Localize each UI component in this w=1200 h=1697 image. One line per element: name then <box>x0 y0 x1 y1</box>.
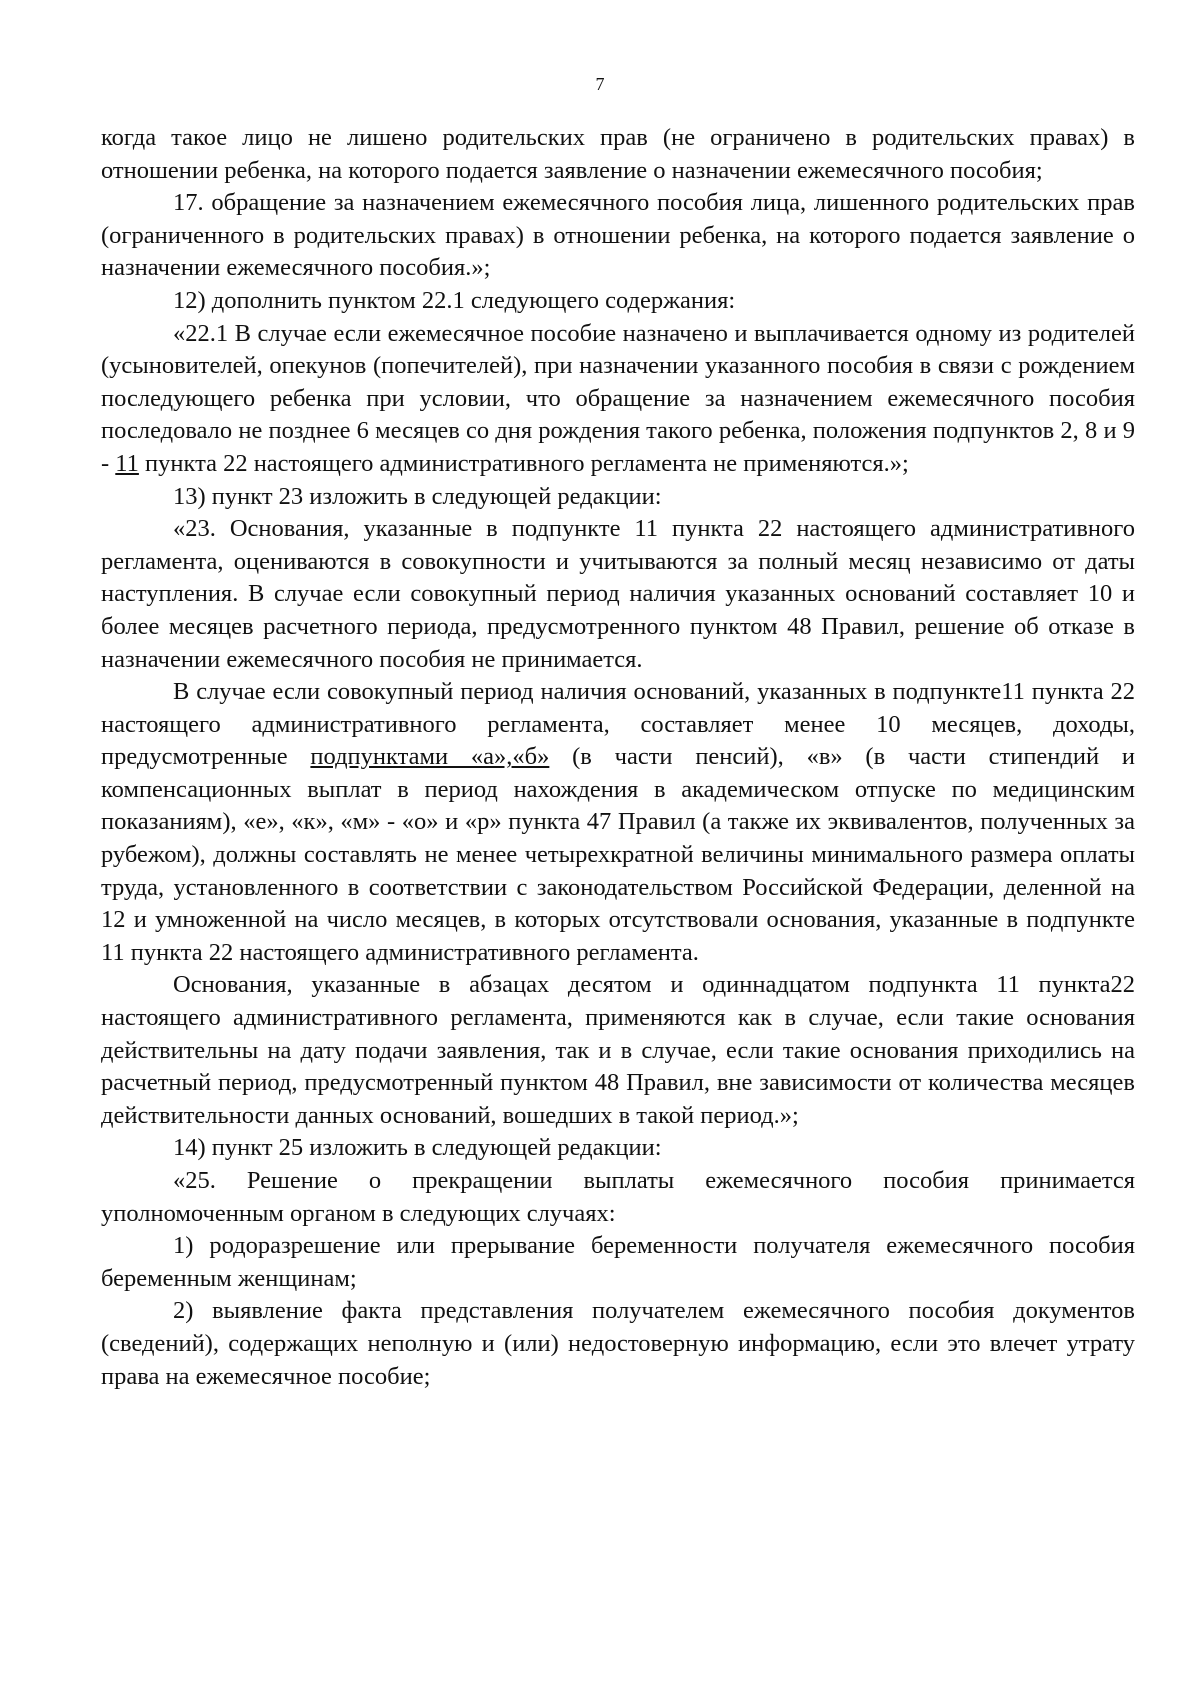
paragraph <box>101 676 1135 969</box>
paragraph <box>101 513 1135 676</box>
paragraph-text: 1) родоразрешение или прерывание беременности получателя ежемесячного пособия беременным женщинам; <box>101 1232 1135 1292</box>
paragraph <box>101 1230 1135 1295</box>
paragraph <box>101 122 1135 187</box>
paragraph-text: 12) дополнить пунктом 22.1 следующего содержания: <box>173 286 736 314</box>
paragraph-text: В случае если совокупный период наличия оснований, указанных в подпункте11 пункта 22 настоящего административного регламента, составляет менее 10 месяцев, доходы, предусмотренные <box>101 678 1135 771</box>
paragraph <box>101 318 1135 481</box>
underlined-reference: подпунктами «а»,«б» <box>310 743 550 771</box>
page-number: 7 <box>595 74 605 94</box>
paragraph <box>101 1165 1135 1230</box>
paragraph-text: 13) пункт 23 изложить в следующей редакции: <box>173 482 662 510</box>
paragraph-text: «25. Решение о прекращении выплаты ежемесячного пособия принимается уполномоченным органом в следующих случаях: <box>101 1167 1135 1227</box>
paragraph <box>101 1295 1135 1393</box>
paragraph-text: «22.1 В случае если ежемесячное пособие назначено и выплачивается одному из родителей (усыновителей, опекунов (попечителей), при назначении указанного пособия в связи с рождением последующего ребенка при условии, что обращение за назначением ежемесячного пособия последовало не позднее 6 месяцев со дня рождения такого ребенка, положения подпунктов 2, 8 и 9 - <box>101 319 1135 477</box>
underlined-reference: 11 <box>115 449 139 477</box>
paragraph-text: (в части пенсий), «в» (в части стипендий и компенсационных выплат в период нахождения в академическом отпуске по медицинским показаниям), «е», «к», «м» - «о» и «р» пункта 47 Правил (а также их эквивалентов, полученных за рубежом), должны составлять не менее четырехкратной величины минимального размера оплаты труда, установленного в соответствии с законодательством Российской Федерации, деленной на 12 и умноженной на число месяцев, в которых отсутствовали основания, указанные в подпункте 11 пункта 22 настоящего административного регламента. <box>101 743 1135 966</box>
paragraph <box>101 481 1135 514</box>
document-body <box>101 122 1135 1393</box>
paragraph <box>101 187 1135 285</box>
paragraph-text: 17. обращение за назначением ежемесячного пособия лица, лишенного родительских прав (ограниченного в родительских правах) в отношении ребенка, на которого подается заявление о назначении ежемесячного пособия.»; <box>101 189 1135 282</box>
paragraph-text: пункта 22 настоящего административного регламента не применяются.»; <box>138 449 909 477</box>
paragraph <box>101 285 1135 318</box>
paragraph-text: 2) выявление факта представления получателем ежемесячного пособия документов (сведений), содержащих неполную и (или) недостоверную информацию, если это влечет утрату права на ежемесячное пособие; <box>101 1297 1135 1390</box>
paragraph <box>101 969 1135 1132</box>
paragraph-text: «23. Основания, указанные в подпункте 11 пункта 22 настоящего административного регламента, оцениваются в совокупности и учитываются за полный месяц независимо от даты наступления. В случае если совокупный период наличия указанных оснований составляет 10 и более месяцев расчетного периода, предусмотренного пунктом 48 Правил, решение об отказе в назначении ежемесячного пособия не принимается. <box>101 515 1135 673</box>
paragraph-text: 14) пункт 25 изложить в следующей редакции: <box>173 1134 662 1162</box>
paragraph-text: когда такое лицо не лишено родительских прав (не ограничено в родительских правах) в отношении ребенка, на которого подается заявление о назначении ежемесячного пособия; <box>101 124 1135 184</box>
paragraph-text: Основания, указанные в абзацах десятом и одиннадцатом подпункта 11 пункта22 настоящего административного регламента, применяются как в случае, если такие основания действительны на дату подачи заявления, так и в случае, если такие основания приходились на расчетный период, предусмотренный пунктом 48 Правил, вне зависимости от количества месяцев действительности данных оснований, вошедших в такой период.»; <box>101 971 1135 1129</box>
paragraph <box>101 1132 1135 1165</box>
